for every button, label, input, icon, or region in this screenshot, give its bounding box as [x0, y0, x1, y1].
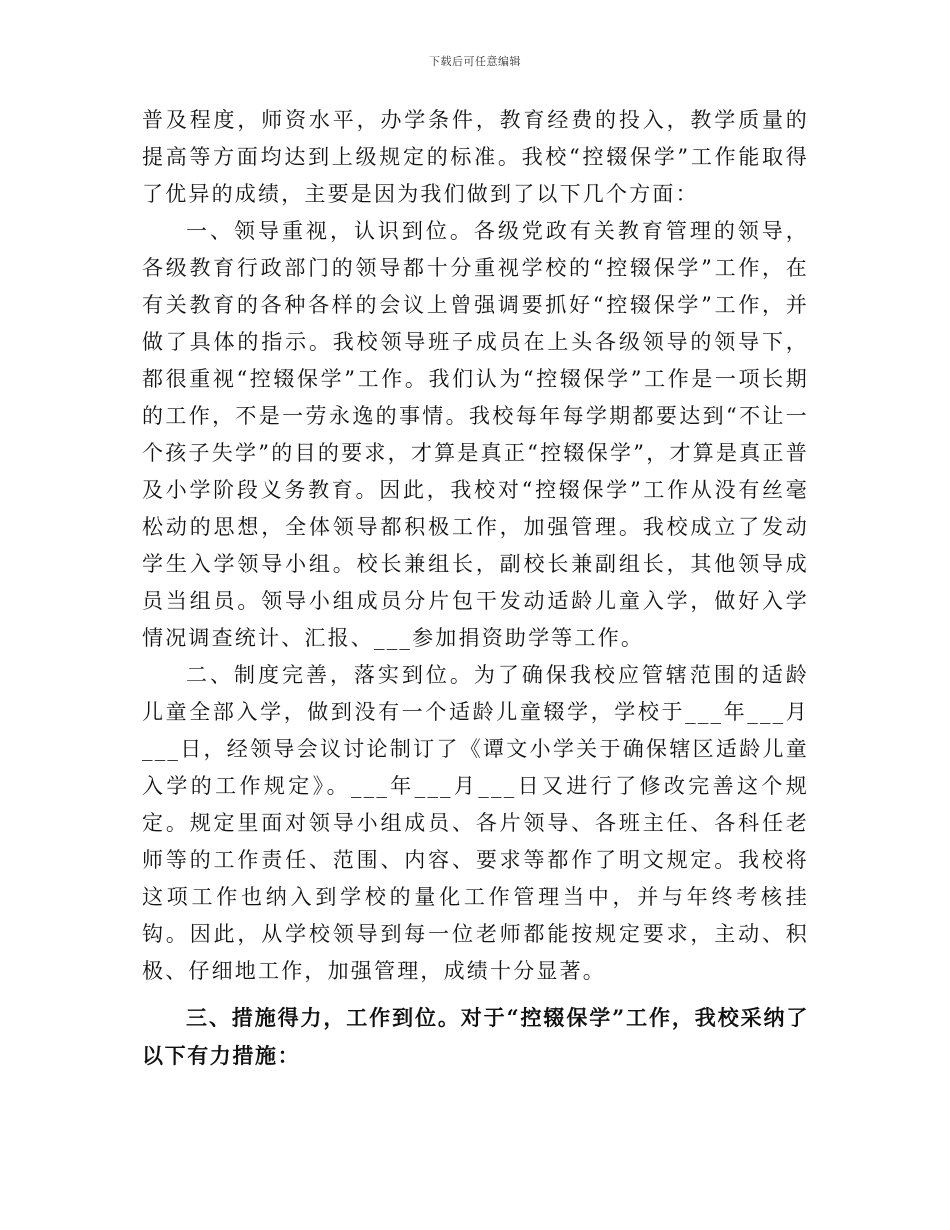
paragraph-intro: 普及程度，师资水平，办学条件，教育经费的投入，教学质量的提高等方面均达到上级规定的标准。我校“控辍保学”工作能取得了优异的成绩，主要是因为我们做到了以下几个方面：: [142, 108, 809, 206]
paragraph-section-1: 一、领导重视，认识到位。各级党政有关教育管理的领导，各级教育行政部门的领导都十分重视学校的“控辍保学”工作，在有关教育的各种各样的会议上曾强调要抓好“控辍保学”工作，并做了具体的指示。我校领导班子成员在上头各级领导的领导下，都很重视“控辍保学”工作。我们认为“控辍保学”工作是一项长期的工作，不是一劳永逸的事情。我校每年每学期都要达到“不让一个孩子失学”的目的要求，才算是真正“控辍保学”，才算是真正普及小学阶段义务教育。因此，我校对“控辍保学”工作从没有丝毫松动的思想，全体领导都积极工作，加强管理。我校成立了发动学生入学领导小组。校长兼组长，副校长兼副组长，其他领导成员当组员。领导小组成员分片包干发动适龄儿童入学，做好入学情况调查统计、汇报、___参加捐资助学等工作。: [142, 219, 809, 650]
document-body: [142, 102, 809, 1075]
page-header: 下载后可任意编辑: [429, 55, 521, 68]
paragraph-section-3-heading: 三、措施得力，工作到位。对于“控辍保学”工作，我校采纳了以下有力措施：: [142, 1005, 809, 1068]
paragraph-section-2: 二、制度完善，落实到位。为了确保我校应管辖范围的适龄儿童全部入学，做到没有一个适龄儿童辍学，学校于___年___月___日，经领导会议讨论制订了《谭文小学关于确保辖区适龄儿童入学的工作规定》。___年___月___日又进行了修改完善这个规定。规定里面对领导小组成员、各片领导、各班主任、各科任老师等的工作责任、范围、内容、要求等都作了明文规定。我校将这项工作也纳入到学校的量化工作管理当中，并与年终考核挂钩。因此，从学校领导到每一位老师都能按规定要求，主动、积极、仔细地工作，加强管理，成绩十分显著。: [142, 663, 809, 983]
